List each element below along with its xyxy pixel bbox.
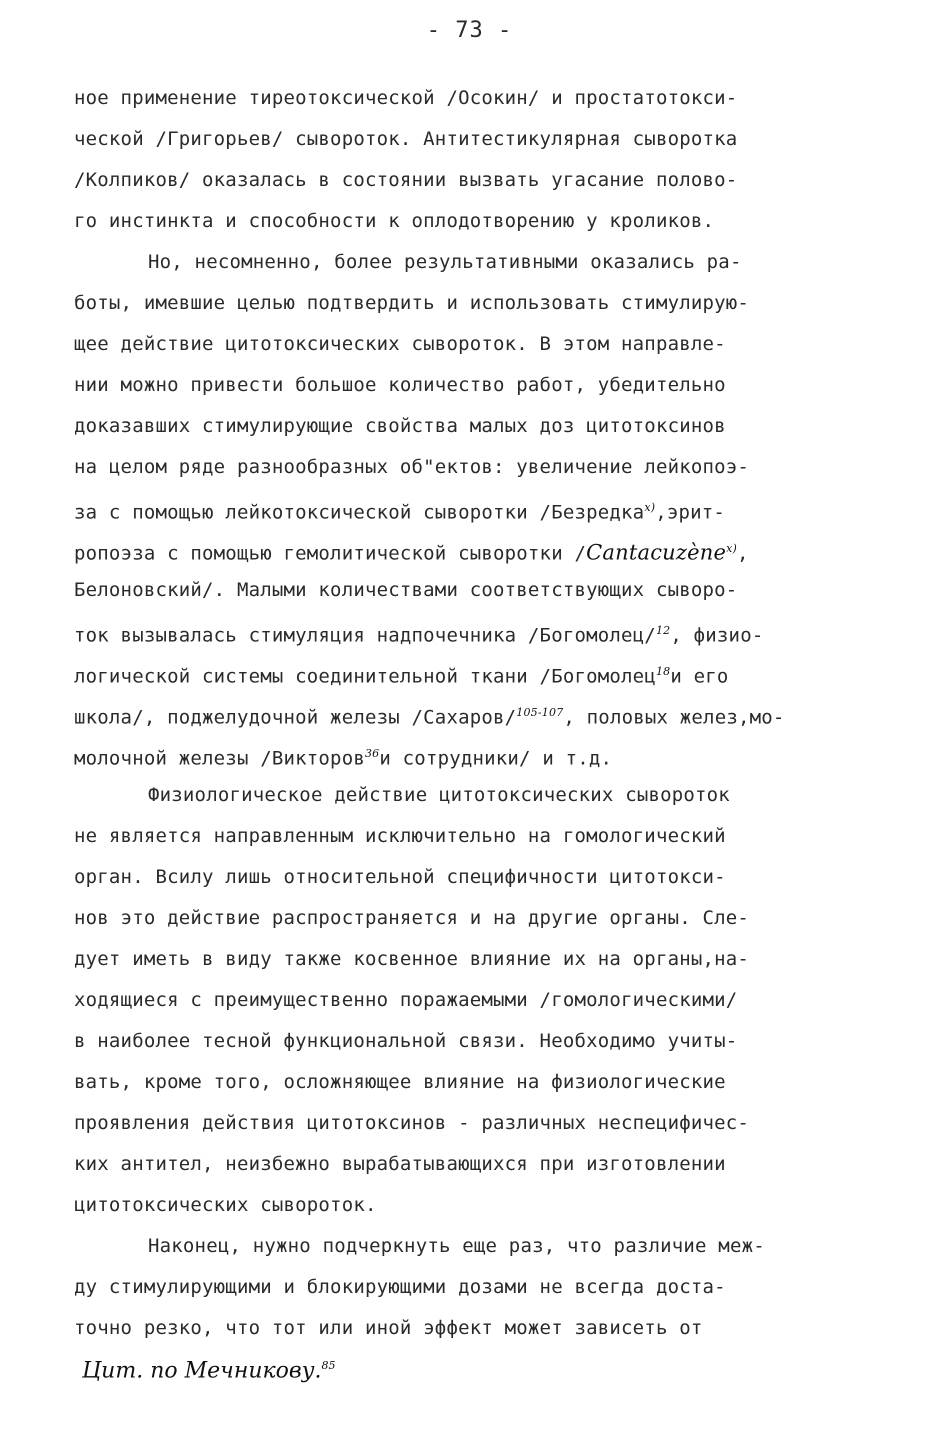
text-segment: логической системы соединительной ткани /Богомолец <box>74 665 656 688</box>
text-line: ходящиеся с преимущественно поражаемыми /гомологическими/ <box>74 989 738 1011</box>
text-line: доказавших стимулирующие свойства малых доз цитотоксинов <box>74 415 726 437</box>
text-segment: молочной железы /Викторов <box>74 747 365 770</box>
text-segment: и сотрудники/ и т.д. <box>379 747 613 770</box>
text-line <box>74 660 729 688</box>
text-line: Наконец, нужно подчеркнуть еще раз, что различие меж- <box>148 1235 765 1257</box>
handwritten-footnote <box>82 1352 335 1385</box>
text-line: Физиологическое действие цитотоксических сывороток <box>148 784 730 806</box>
text-segment: ,эрит- <box>655 501 726 524</box>
reference-number: 18 <box>655 665 671 678</box>
text-line: ду стимулирующими и блокирующими дозами не всегда доста- <box>74 1276 726 1298</box>
text-line: ких антител, неизбежно вырабатывающихся при изготовлении <box>74 1153 726 1175</box>
text-line: боты, имевшие целью подтвердить и использовать стимулирую- <box>74 292 750 314</box>
text-line: Белоновский/. Малыми количествами соответствующих сыворо- <box>74 579 738 601</box>
text-line <box>74 619 763 647</box>
text-segment: , <box>737 542 749 565</box>
text-line <box>74 701 785 729</box>
text-segment: за с помощью лейкотоксической сыворотки /Безредка <box>74 501 645 524</box>
text-line: проявления действия цитотоксинов - различных неспецифичес- <box>74 1112 750 1134</box>
text-line: на целом ряде разнообразных об"ектов: увеличение лейкопоэ- <box>74 456 750 478</box>
text-line: цитотоксических сывороток. <box>74 1194 377 1216</box>
text-line <box>74 742 612 770</box>
text-segment: , половых желез,мо- <box>563 706 785 729</box>
text-line: в наиболее тесной функциональной связи. Необходимо учиты- <box>74 1030 738 1052</box>
text-line: нии можно привести большое количество работ, убедительно <box>74 374 726 396</box>
text-line: орган. Всилу лишь относительной специфичности цитотокси- <box>74 866 726 888</box>
page-number: - 73 - <box>426 18 513 43</box>
reference-number: 105-107 <box>516 706 564 719</box>
text-line: точно резко, что тот или иной эффект может зависеть от <box>74 1317 703 1339</box>
reference-number: 85 <box>321 1359 336 1372</box>
text-line <box>74 537 749 565</box>
footnote-mark: x) <box>726 542 738 555</box>
text-line: ное применение тиреотоксической /Осокин/ и простатотокси- <box>74 87 738 109</box>
text-line: вать, кроме того, осложняющее влияние на физиологические <box>74 1071 726 1093</box>
text-segment: школа/, поджелудочной железы /Сахаров/ <box>74 706 517 729</box>
footnote-text: Цит. по Мечникову. <box>82 1358 322 1384</box>
text-line: Но, несомненно, более результативными оказались ра- <box>148 251 742 273</box>
text-segment: ток вызывалась стимуляция надпочечника /Богомолец/ <box>74 624 656 647</box>
text-segment: , физио- <box>670 624 764 647</box>
reference-number: 36 <box>364 747 380 760</box>
text-line <box>74 496 725 524</box>
text-line: ческой /Григорьев/ сывороток. Антитестикулярная сыворотка <box>74 128 738 150</box>
text-segment: ропоэза с помощью гемолитической сыворотки / <box>74 542 587 565</box>
text-line: го инстинкта и способности к оплодотворению у кроликов. <box>74 210 715 232</box>
handwritten-name: Cantacuzène <box>586 540 727 565</box>
text-line: /Колпиков/ оказалась в состоянии вызвать угасание полово- <box>74 169 738 191</box>
text-line: щее действие цитотоксических сывороток. В этом направле- <box>74 333 726 355</box>
text-line: дует иметь в виду также косвенное влияние их на органы,на- <box>74 948 750 970</box>
text-segment: и его <box>670 665 729 688</box>
text-line: нов это действие распространяется и на другие органы. Сле- <box>74 907 750 929</box>
text-line: не является направленным исключительно на гомологический <box>74 825 726 847</box>
footnote-mark: x) <box>644 501 656 514</box>
reference-number: 12 <box>655 624 671 637</box>
